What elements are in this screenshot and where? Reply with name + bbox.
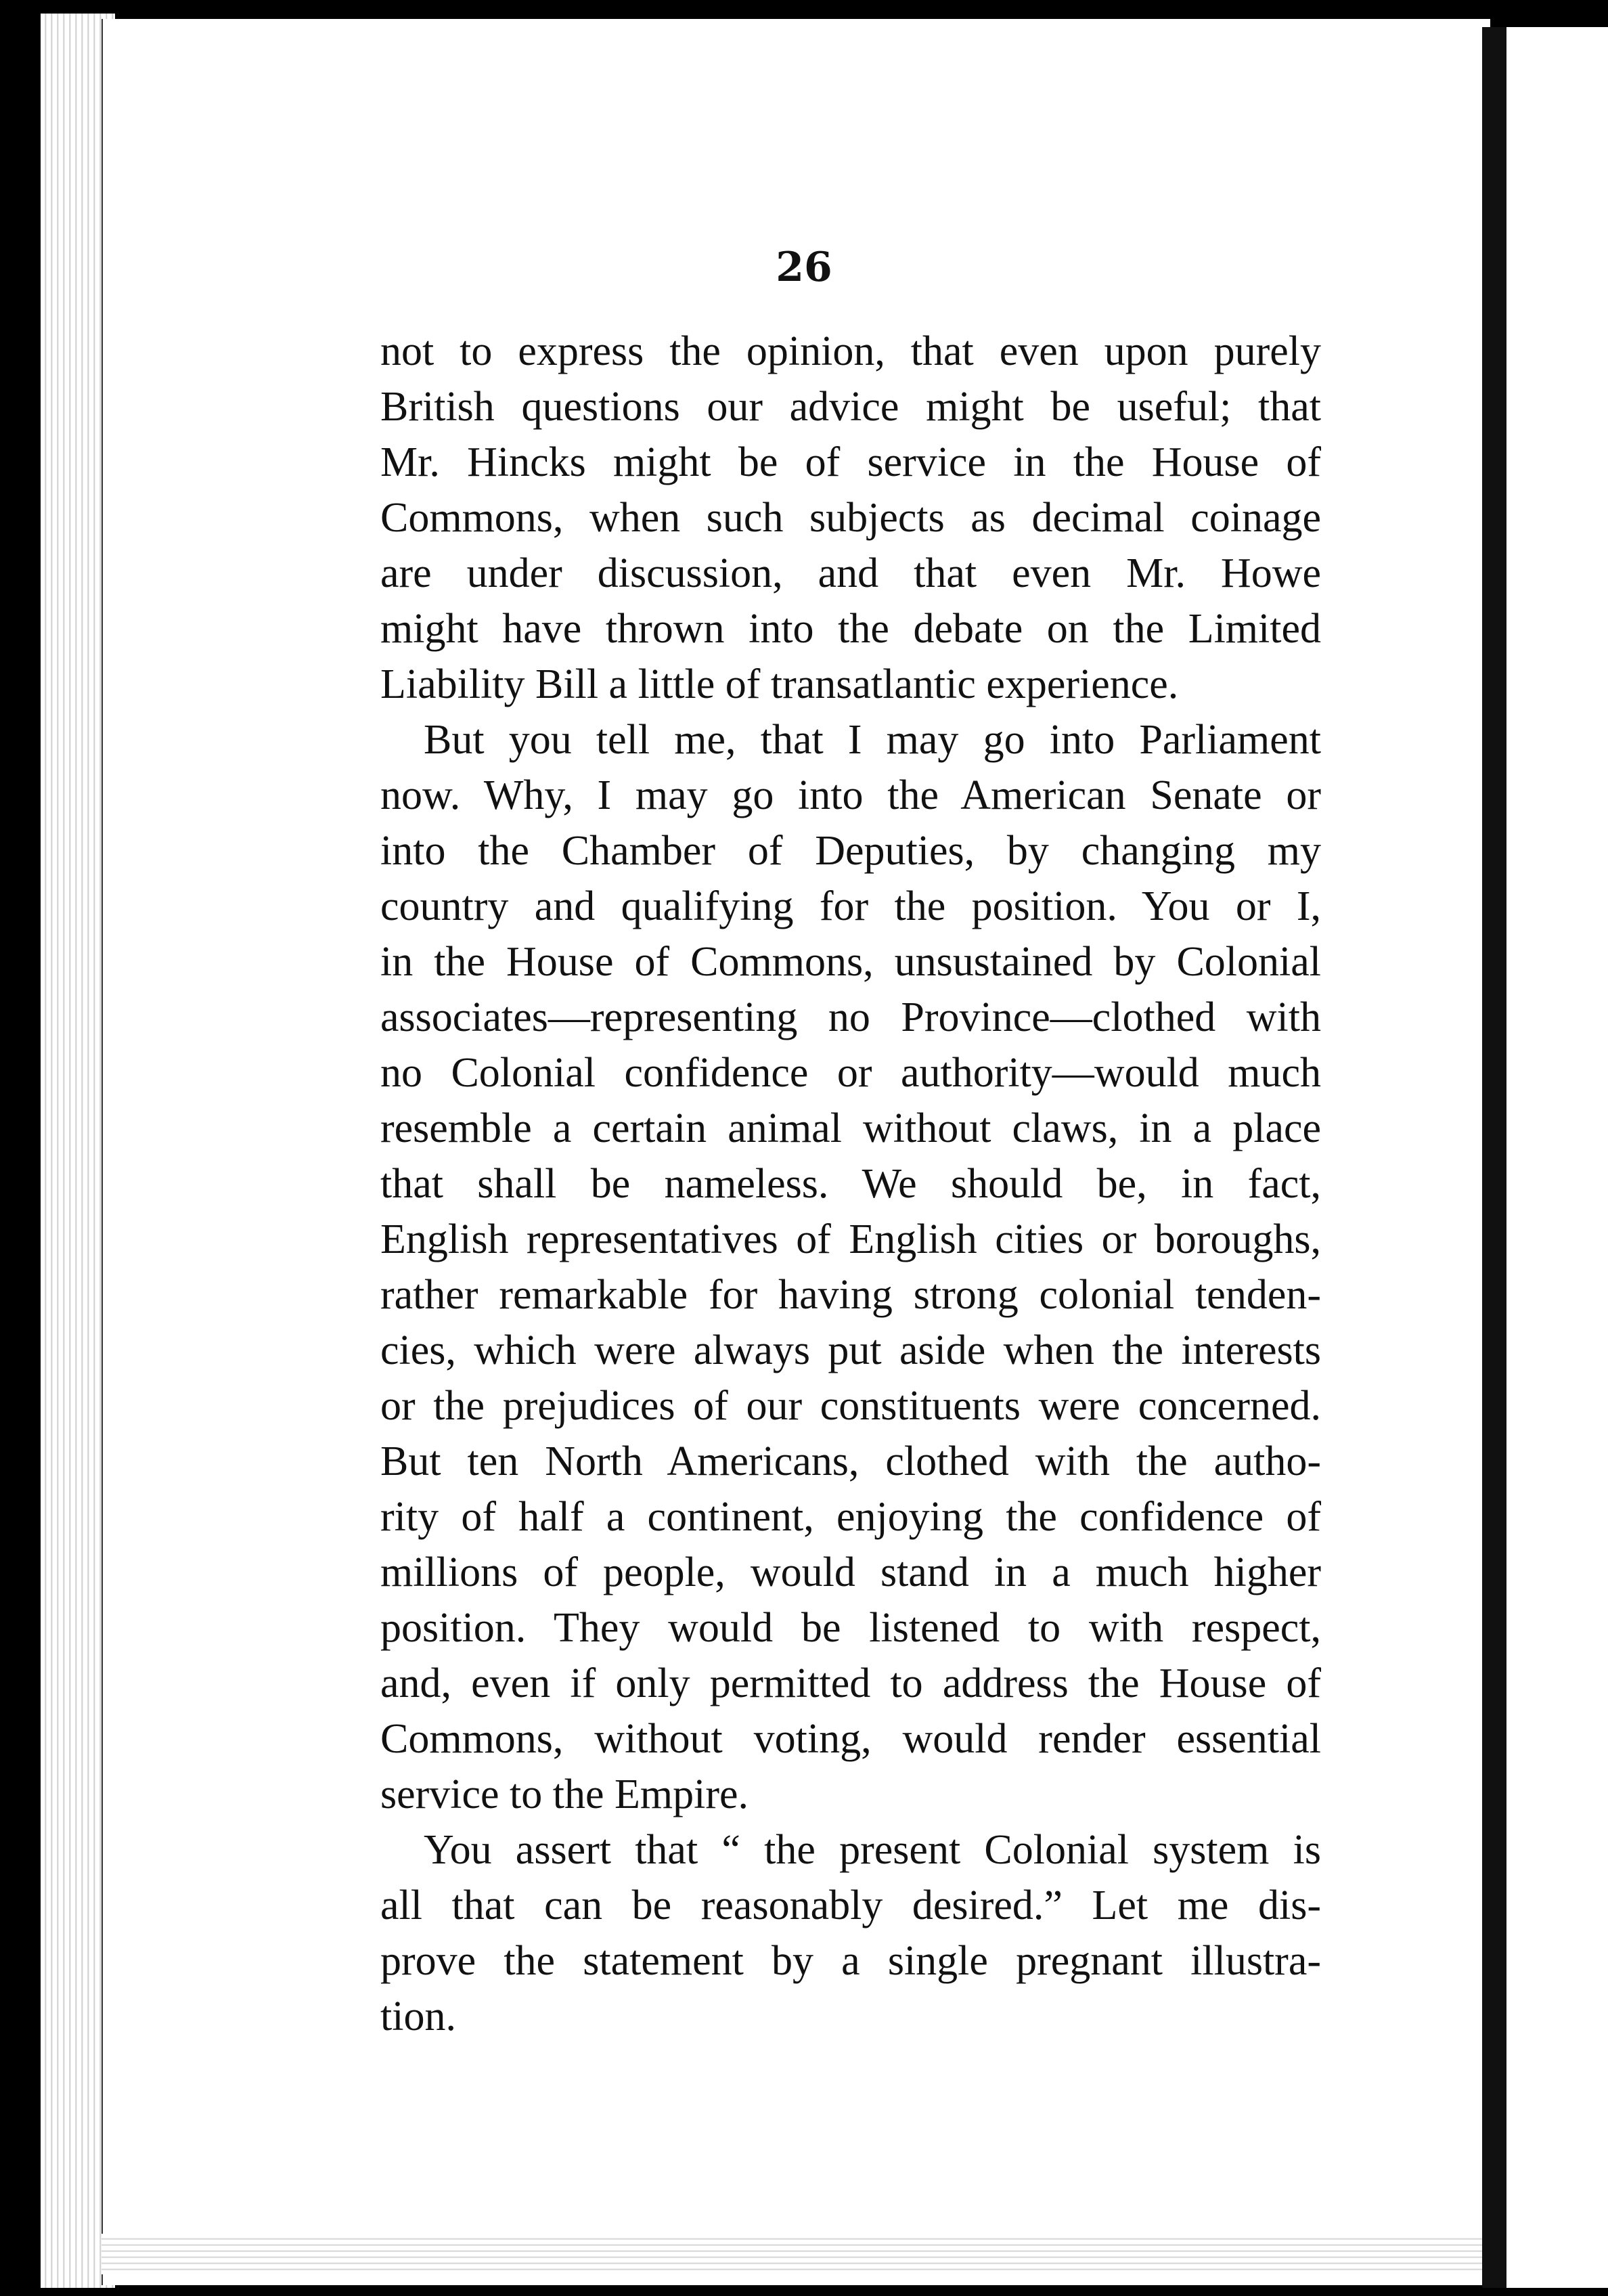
page-number: 26 [776,244,832,291]
text-line: Liability Bill a little of transatlantic experience. [380,661,1179,707]
text-line: But ten North Americans, clothed with the autho- [380,1438,1321,1484]
text-line: not to express the opinion, that even upon purely [380,328,1321,374]
text-line: You assert that “ the present Colonial system is [424,1827,1321,1873]
text-line: millions of people, would stand in a much higher [380,1549,1321,1595]
text-line: in the House of Commons, unsustained by Colonial [380,939,1321,985]
book-gutter [1482,27,1506,2288]
text-line: tion. [380,1993,456,2039]
text-line: Commons, without voting, would render essential [380,1716,1321,1762]
text-line: or the prejudices of our constituents were concerned. [380,1383,1321,1429]
text-line: resemble a certain animal without claws, in a place [380,1105,1321,1151]
text-line: are under discussion, and that even Mr. Howe [380,550,1321,596]
paragraph-3 [380,1822,1321,2044]
text-line: position. They would be listened to with respect, [380,1605,1321,1651]
text-line: all that can be reasonably desired.” Let me dis- [380,1882,1321,1928]
text-line: But you tell me, that I may go into Parliament [424,717,1321,763]
text-line: Mr. Hincks might be of service in the House of [380,439,1321,485]
body-text [380,324,1321,2044]
text-line: rity of half a continent, enjoying the confidence of [380,1494,1321,1540]
text-line: into the Chamber of Deputies, by changing my [380,828,1321,874]
paragraph-2 [380,712,1321,1822]
text-line: British questions our advice might be useful; that [380,384,1321,430]
text-line: service to the Empire. [380,1771,749,1817]
text-line: country and qualifying for the position. You or I, [380,883,1321,929]
text-line: associates—representing no Province—clothed with [380,994,1321,1040]
text-line: no Colonial confidence or authority—would much [380,1050,1321,1096]
text-line: prove the statement by a single pregnant illustra- [380,1938,1321,1984]
text-line: might have thrown into the debate on the Limited [380,606,1321,652]
text-line: Commons, when such subjects as decimal coinage [380,495,1321,541]
text-line: that shall be nameless. We should be, in fact, [380,1161,1321,1207]
text-line: now. Why, I may go into the American Senate or [380,772,1321,818]
page-edges-bottom [102,2234,1489,2274]
text-line: rather remarkable for having strong colonial tenden- [380,1272,1321,1318]
text-line: and, even if only permitted to address the House of [380,1660,1321,1706]
facing-page-edge [1506,27,1608,2288]
text-line: English representatives of English cities or boroughs, [380,1216,1321,1262]
text-line: cies, which were always put aside when the interests [380,1327,1321,1373]
paragraph-1 [380,324,1321,712]
